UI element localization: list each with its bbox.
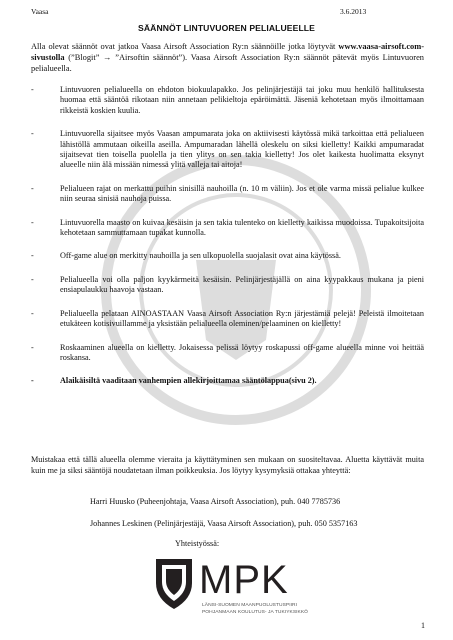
rule-text: Pelialueella pelataan AINOASTAAN Vaasa Airsoft Association Ry:n järjestämiä pelejä! Peleistä ilmoitetaan etukäteen kotisivuillamme ja yksistään pelialueella oleminen/pelaaminen on kielletty!	[60, 308, 424, 329]
page-number: 1	[421, 621, 425, 630]
rule-text: Roskaaminen alueella on kielletty. Jokaisessa pelissä löytyy roskapussi off-game alueella minne voi heittää roskansa.	[60, 342, 424, 362]
rule-item	[31, 343, 424, 364]
rule-bullet: -	[31, 274, 34, 284]
website-link[interactable]: www.vaasa-airsoft.com-sivustolla	[31, 42, 424, 62]
rule-text: Pelialueen rajat on merkattu puihin sinisillä nauhoilla (n. 10 m väliin). Jos et ole varma missä pelialue kulkee niin seuraa sinisiä nauhoja puissa.	[60, 183, 424, 204]
rule-item	[31, 251, 424, 261]
rule-item	[31, 184, 424, 205]
rule-text: Alaikäisiltä vaaditaan vanhempien allekirjoittamaa sääntölappua(sivu 2).	[60, 376, 317, 386]
rule-bullet: -	[31, 376, 34, 386]
header-city: Vaasa	[31, 7, 49, 16]
header-date: 3.6.2013	[340, 7, 367, 16]
rule-bullet: -	[31, 217, 34, 227]
intro-text-1: Alla olevat säännöt ovat jatkoa Vaasa Airsoft Association Ry:n säännöille jotka löytyvät	[31, 42, 339, 51]
contact-chairman: Harri Huusko (Puheenjohtaja, Vaasa Airsoft Association), puh. 040 7785736	[90, 497, 341, 506]
cooperation-label: Yhteistyössä:	[175, 539, 220, 548]
rule-bullet: -	[31, 85, 34, 94]
rule-item	[31, 275, 424, 296]
rule-text: Off-game alue on merkitty nauhoilla ja sen ulkopuolella suojalasit ovat aina käytössä.	[60, 251, 341, 261]
logo-subtitle-1: LÄNSI-SUOMEN MAANPUOLUSTUSPIIRI	[202, 603, 298, 608]
rule-text: Lintuvuorella maasto on kuivaa kesäisin ja sen takia tulenteko on kielletty kaikissa muodoissa. Tupakoitsijoita kehotetaan sammuttamaan tupakat kunnolla.	[60, 217, 424, 238]
rule-bullet: -	[31, 129, 34, 139]
intro-text-2: (”Blogit” → ”Airsoftin säännöt”). Vaasa Airsoft Association Ry:n säännöt pätevät myös Lintuvuoren pelialueella.	[31, 53, 424, 73]
closing-paragraph: Muistakaa että tällä alueella olemme vieraita ja käyttätyminen sen mukaan on suositeltavaa. Aluetta käyttävät muita kuin me ja siksi sääntöjä noudatetaan ilman poikkeuksia. Jos löytyy kysymyksiä ottakaa yhteyttä:	[31, 455, 424, 475]
rule-item	[31, 129, 424, 171]
contact-organizer: Johannes Leskinen (Pelinjärjestäjä, Vaasa Airsoft Association), puh. 050 5357163	[90, 519, 358, 528]
document-title: SÄÄNNÖT LINTUVUOREN PELIALUEELLE	[138, 23, 315, 33]
mpk-logo-text: MPK	[199, 558, 289, 602]
rule-item	[31, 85, 424, 116]
rule-item	[31, 309, 424, 330]
rule-text: Lintuvuoren pelialueella on ehdoton biokuulapakko. Jos pelinjärjestäjä tai joku muu henkilö hallituksesta huomaa että sääntöä rikotaan niin annetaan pelikieltoja epäröimättä. Jäseniä kehotetaan myös ilmoittamaan rikkeistä koskien kuulia.	[60, 85, 424, 115]
rule-item-minors	[31, 376, 424, 386]
rule-bullet: -	[31, 183, 34, 193]
rule-bullet: -	[31, 308, 34, 318]
rule-text: Lintuvuorella sijaitsee myös Vaasan ampumarata joka on aktiivisesti käytössä mikä tarkoittaa että pelialueen lähistöllä ammutaan oikeilla aseilla. Ampumaradan lähellä oleskelu on siksi kielletty! Kaikki ampumaradat sijaitsevat tien toisella puolella ja tien ylitys on sen takia kielletty! Jos olet kaikesta huolimatta eksynyt alueelle niin älä missään nimessä ylitä valleja tai aitoja!	[60, 129, 424, 170]
rule-item	[31, 218, 424, 239]
rules-list	[31, 85, 424, 400]
rule-bullet: -	[31, 342, 34, 352]
rule-bullet: -	[31, 251, 34, 261]
rule-text: Pelialueella voi olla paljon kyykärmeitä kesäisin. Pelinjärjestäjällä on aina kyypakkaus mukana ja pieni ensiapulaukku haavoja vastaan.	[60, 274, 424, 295]
mpk-emblem-icon	[156, 559, 192, 609]
logo-subtitle-2: POHJANMAAN KOULUTUS- JA TUKIYKSIKKÖ	[202, 610, 309, 615]
intro-paragraph	[31, 41, 424, 74]
